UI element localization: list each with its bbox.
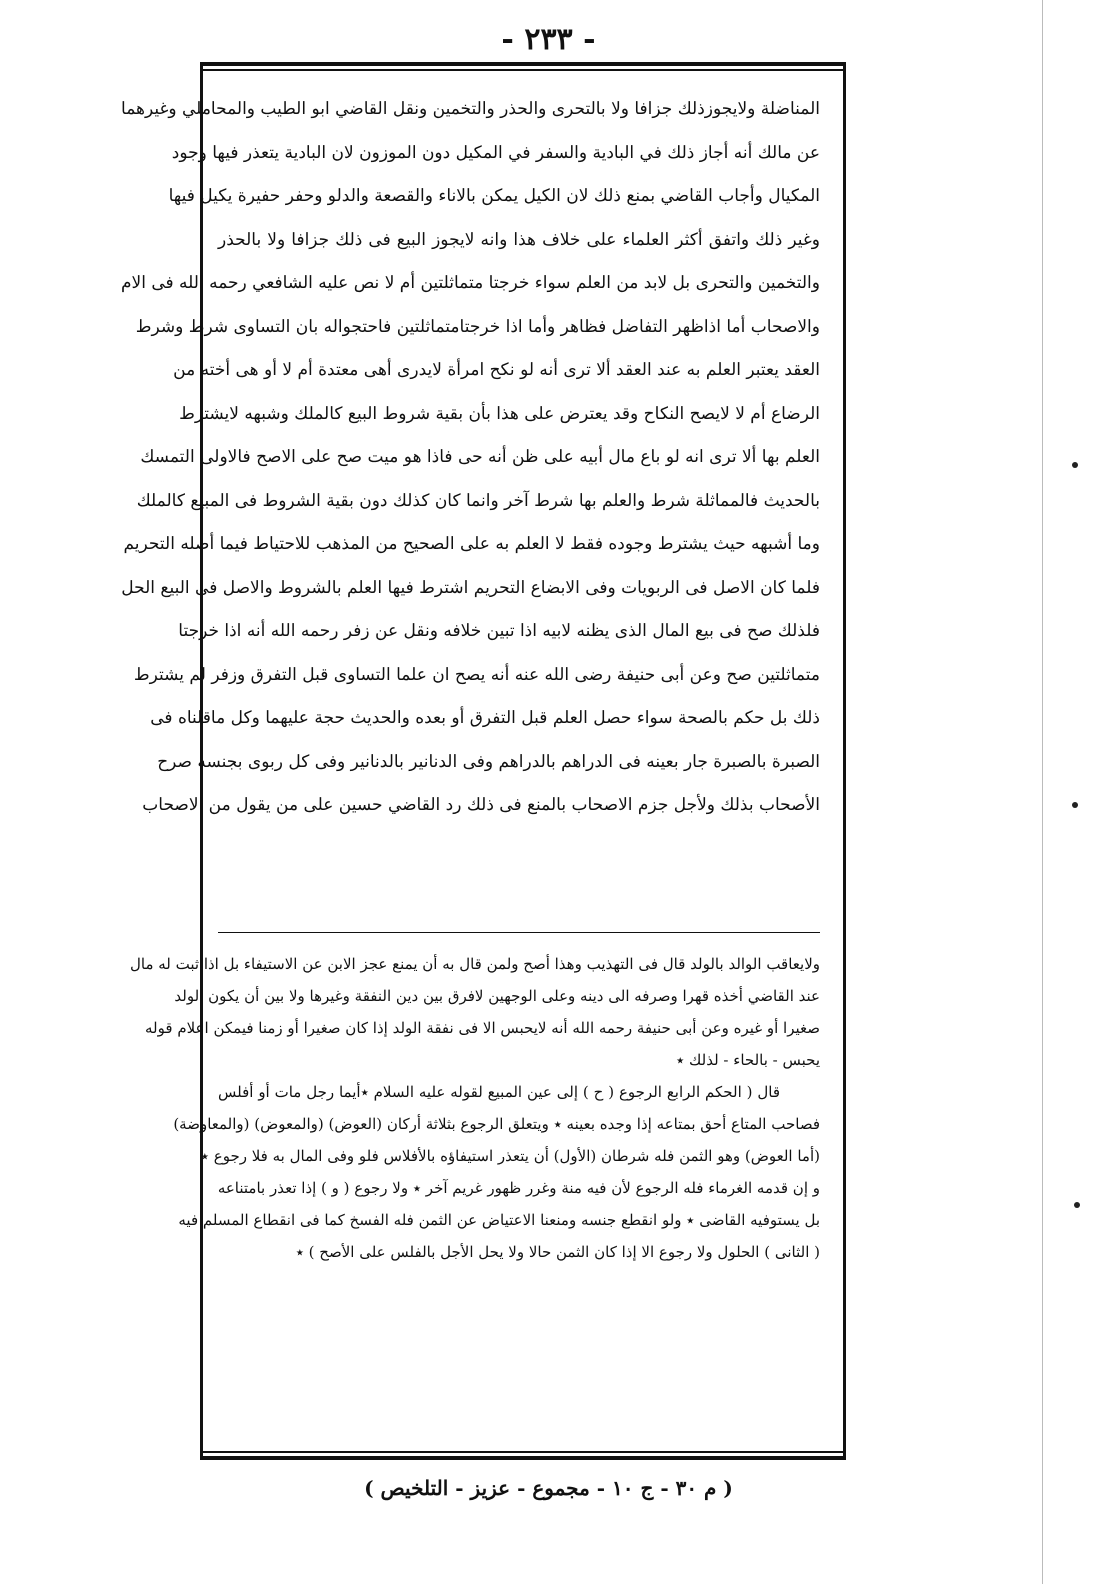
footnote-line: ( الثانى ) الحلول ولا رجوع الا إذا كان الثمن حالا ولا يحل الأجل بالفلس على الأصح ) ٭ — [295, 1243, 820, 1261]
margin-dot — [1072, 802, 1078, 808]
footnote-line: و إن قدمه الغرماء فله الرجوع لأن فيه منة وغرر ظهور غريم آخر ٭ ولا رجوع ( و ) إذا تعذر بامتناعه — [217, 1179, 820, 1197]
margin-dot — [1072, 462, 1078, 468]
main-text-line: بالحديث فالمماثلة شرط والعلم بها شرط آخر وانما كان كذلك دون بقية الشروط فى المبيع كالملك — [136, 490, 820, 511]
main-text-line: وغير ذلك واتفق أكثر العلماء على خلاف هذا وانه لايجوز البيع فى ذلك جزافا ولا بالحذر — [218, 229, 820, 250]
footnote-line: بل يستوفيه القاضى ٭ ولو انقطع جنسه ومنعنا الاعتياض عن الثمن فله الفسخ كما فى انقطاع المسلم فيه — [178, 1211, 820, 1229]
main-text-line: والاصحاب أما اذاظهر التفاضل فظاهر وأما اذا خرجتامتماثلتين فاحتجواله بان التساوى شرط وشرط — [135, 316, 820, 337]
footnote-line: يحبس - بالحاء - لذلك ٭ — [676, 1051, 820, 1069]
frame-bottom-rule — [200, 1451, 846, 1460]
main-text-line: الرضاع أم لا لايصح النكاح وقد يعترض على هذا بأن بقية شروط البيع كالملك وشبهه لايشترط — [179, 403, 820, 424]
main-text-line: فلما كان الاصل فى الربويات وفى الابضاع التحريم اشترط فيها العلم بالشروط والاصل فى البيع الحل — [121, 577, 820, 598]
footnote-line: (أما العوض) وهو الثمن فله شرطان (الأول) أن يتعذر استيفاؤه بالأفلاس فلو وفى المال به فلا رجوع ٭ — [200, 1147, 820, 1165]
main-text-line: فلذلك صح فى بيع المال الذى يظنه لابيه اذا تبين خلافه ونقل عن زفر رحمه الله أنه اذا خرجتا — [178, 621, 820, 641]
main-text-line: العقد يعتبر العلم به عند العقد ألا ترى أنه لو نكح امرأة لايدرى أهى معتدة أم لا أو هى أخته من — [173, 360, 820, 380]
main-text-line: العلم بها ألا ترى انه لو باع مال أبيه على ظن أنه حى فاذا هو ميت صح على الاصح فالاولى التمسك — [140, 447, 820, 467]
main-text-line: متماثلتين صح وعن أبى حنيفة رضى الله عنه أنه يصح ان علما التساوى قبل التفرق وزفر لم يشترط — [133, 664, 820, 685]
footnote-line: ولايعاقب الوالد بالولد قال فى التهذيب وهذا أصح ولمن قال به أن يمنع عجز الابن عن الاستيفاء بل اذا ثبت له مال — [129, 955, 820, 973]
footnote-line: عند القاضي أخذه قهرا وصرفه الى دينه وعلى الوجهين لافرق بين دين النفقة وغيرها ولا بين أن يكون الولد — [174, 987, 820, 1005]
footnote-block — [129, 948, 820, 1268]
text-frame — [121, 62, 846, 1460]
margin-dot — [1074, 1202, 1080, 1208]
main-text-line: ذلك بل حكم بالصحة سواء حصل العلم قبل التفرق أو بعده والحديث حجة عليهما وكل ماقلناه فى — [150, 708, 820, 728]
footnote-divider — [218, 932, 820, 933]
main-text-line: المكيال وأجاب القاضي بمنع ذلك لان الكيل يمكن بالاناء والقصعة والدلو وحفر حفيرة يكيل فيها — [168, 186, 820, 206]
main-text-line: المناضلة ولايجوزذلك جزافا ولا بالتحرى والحذر والتخمين ونقل القاضي ابو الطيب والمحاملي وغيرهما — [121, 99, 820, 119]
main-text-block — [121, 88, 820, 828]
footnote-line: قال ( الحكم الرابع الرجوع ( ح ) إلى عين المبيع لقوله عليه السلام ٭أيما رجل مات أو أفلس — [218, 1083, 780, 1101]
main-text-line: والتخمين والتحرى بل لابد من العلم سواء خرجتا متماثلتين أم لا نص عليه الشافعي رحمه الله فى الام — [121, 273, 820, 293]
frame-top-rule — [200, 62, 846, 71]
main-text-line: وما أشبهه حيث يشترط وجوده فقط لا العلم به على الصحيح من المذهب للاحتياط فيما أصله التحريم — [123, 534, 820, 554]
page-edge-line — [1042, 0, 1043, 1584]
printer-signature: ( م ٣٠ - ج ١٠ - مجموع - عزيز - التلخيص ) — [364, 1476, 733, 1500]
footnote-line: فصاحب المتاع أحق بمتاعه إذا وجده بعينه ٭ ويتعلق الرجوع بثلاثة أركان (العوض) (والمعوض) (والمعاوضة) — [173, 1115, 820, 1133]
frame-right-rule — [843, 62, 846, 1460]
page-number: - ٢٣٣ - — [501, 22, 596, 57]
main-text-line: عن مالك أنه أجاز ذلك في البادية والسفر في المكيل دون الموزون لان البادية يتعذر فيها وجود — [171, 142, 820, 163]
main-text-line: الصبرة بالصبرة جار بعينه فى الدراهم بالدراهم وفى الدنانير بالدنانير وفى كل ربوى بجنسه صرح — [157, 751, 820, 772]
main-text-line: الأصحاب بذلك ولأجل جزم الاصحاب بالمنع فى ذلك رد القاضي حسين على من يقول من الاصحاب — [142, 795, 820, 815]
footnote-line: صغيرا أو غيره وعن أبى حنيفة رحمه الله أنه لايحبس الا فى نفقة الولد إذا كان صغيرا أو زمنا فيمكن اعلام قوله — [145, 1019, 820, 1037]
